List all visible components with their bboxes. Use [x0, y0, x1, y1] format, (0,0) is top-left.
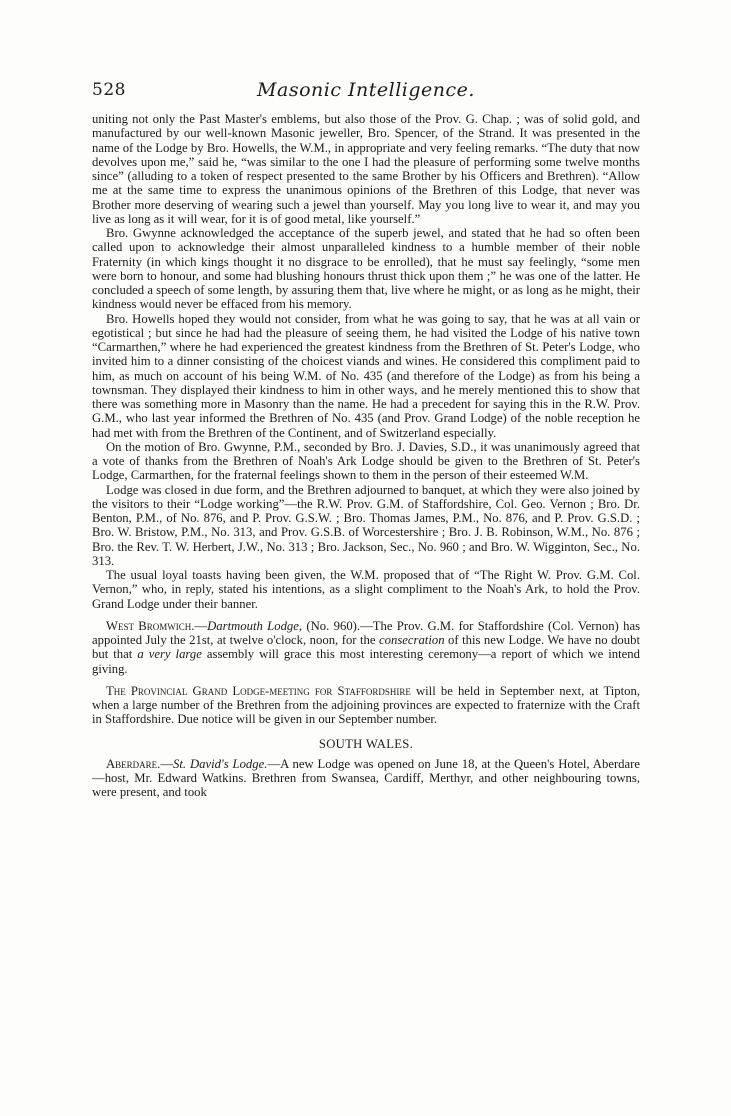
article-body [92, 112, 640, 800]
lead-in: The Provincial Grand Lodge-meeting for Staffordshire [106, 683, 411, 698]
dash: — [160, 756, 174, 771]
paragraph-vote-of-thanks: On the motion of Bro. Gwynne, P.M., seconded by Bro. J. Davies, S.D., it was unanimously agreed that a vote of thanks from the Brethren of Noah's Ark Lodge should be given to the Brethren of St. Peter's Lodge, Carmarthen, for the fraternal feelings shown to them in the person of their esteemed W.M. [92, 439, 640, 483]
page-number: 528 [92, 80, 126, 100]
lodge-name: Dartmouth Lodge, [207, 618, 303, 633]
place-name: West Bromwich. [106, 618, 195, 633]
text-run: assembly will grace this most interesting ceremony—a report of which we intend giving. [92, 647, 640, 676]
paragraph-west-bromwich [92, 619, 640, 676]
lodge-name: St. David's Lodge. [173, 756, 268, 771]
dash: — [194, 618, 208, 633]
section-heading: SOUTH WALES. [318, 736, 414, 751]
text-run: —A new Lodge was opened on June 18, at the Queen's Hotel, Aberdare—host, Mr. Edward Watkins. Brethren from Swansea, Cardiff, Merthyr, and other neighbouring towns, were present, and took [92, 756, 641, 800]
place-name: Aberdare. [106, 756, 161, 771]
paragraph-toasts: The usual loyal toasts having been given, the W.M. proposed that of “The Right W. Prov. G.M. Col. Vernon,” who, in reply, stated his intentions, as a slight compliment to the Noah's Ark, to hold the Prov. Grand Lodge under their banner. [92, 568, 640, 611]
paragraph-jewel-presentation: uniting not only the Past Master's emblems, but also those of the Prov. G. Chap. ; was of solid gold, and manufactured by our well-known Masonic jeweller, Bro. Spencer, of the Strand. It was presented in the name of the Lodge by Bro. Howells, the W.M., in appropriate and very feeling remarks. “The duty that now devolves upon me,” said he, “was similar to the one I had the pleasure of performing some twelve months since” (alluding to a token of respect presented to the same Brother by his Officers and Brethren). “Allow me at the same time to express the unanimous opinions of the Brethren of this Lodge, that never was Brother more deserving of wearing such a jewel than yourself. May you long live to wear it, and may you live as long as it will wear, for it is of good metal, like yourself.” [92, 112, 640, 226]
text-run: of this new Lodge. We have no doubt but that [92, 633, 640, 662]
paragraph-aberdare [92, 757, 640, 800]
paragraph-howells-remarks: Bro. Howells hoped they would not consider, from what he was going to say, that he was at all vain or egotistical ; but since he had had the pleasure of seeing them, he had visited the Lodge of his native town “Carmarthen,” where he had experienced the greatest kindness from the Brethren of St. Peter's Lodge, who invited him to a dinner consisting of the choicest viands and wines. He considered this compliment paid to him, as much on account of his being W.M. of No. 435 (and therefore of the Lodge) as from his being a townsman. They displayed their kindness to him in other ways, and he merely mentioned this to show that there was something more in Masonry than the name. He had a precedent for saying this in the R.W. Prov. G.M., who last year informed the Brethren of No. 435 (and Prov. Grand Lodge) of the noble reception he had met with from the Brethren of the Continent, and of Switzerland especially. [92, 311, 640, 440]
running-title: Masonic Intelligence. [257, 79, 475, 101]
paragraph-banquet: Lodge was closed in due form, and the Brethren adjourned to banquet, at which they were also joined by the visitors to their “Lodge working”—the R.W. Prov. G.M. of Staffordshire, Col. Geo. Vernon ; Bro. Dr. Benton, P.M., of No. 876, and P. Prov. G.S.W. ; Bro. Thomas James, P.M., No. 876, and P. Prov. G.S.D. ; Bro. W. Bristow, P.M., No. 313, and Prov. G.S.B. of Worcestershire ; Bro. J. B. Robinson, W.M., No. 876 ; Bro. the Rev. T. W. Herbert, J.W., No. 313 ; Bro. Jackson, Sec., No. 960 ; and Bro. W. Wigginton, Sec., No. 313. [92, 482, 640, 568]
page-header [92, 80, 640, 108]
text-run: will be held in September next, at Tipton, when a large number of the Brethren from the adjoining provinces are expected to fraternize with the Craft in Staffordshire. Due notice will be given in our September number. [92, 683, 640, 727]
paragraph-provincial-meeting [92, 684, 640, 727]
paragraph-gwynne-reply: Bro. Gwynne acknowledged the acceptance of the superb jewel, and stated that he had so often been called upon to acknowledge their almost unparalleled kindness to a humble member of their noble Fraternity (in which kings thought it no disgrace to be enrolled), that he must say feelingly, “some men were born to honour, and some had blushing honours thrust thick upon them ;” he was one of the latter. He concluded a speech of some length, by assuring them that, live where he might, or as long as he might, their kindness would never be effaced from his memory. [92, 226, 640, 312]
text-run: (No. 960).—The Prov. G.M. for Staffordshire (Col. Vernon) has appointed July the 21st, at twelve o'clock, noon, for the [92, 618, 641, 647]
emphasis: a very large [137, 647, 202, 662]
emphasis: consecration [379, 633, 445, 647]
